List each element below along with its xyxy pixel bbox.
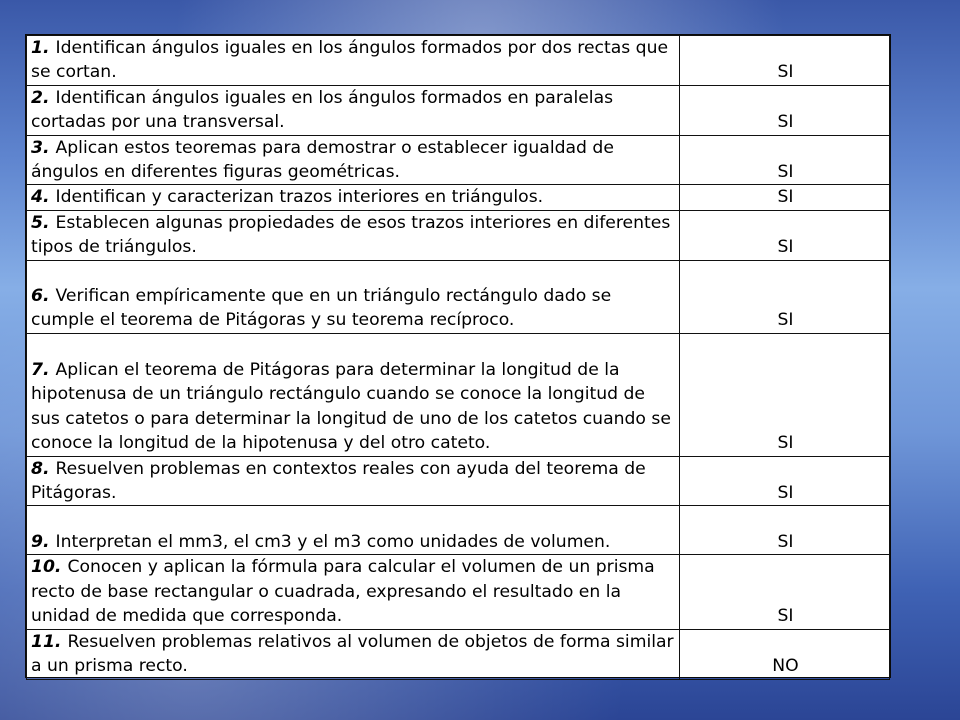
table-row [27, 135, 890, 185]
criterion-number: 7. [31, 360, 50, 381]
criterion-number: 9. [31, 532, 50, 553]
criterion-number: 10. [31, 557, 62, 578]
criterion-cell [27, 629, 680, 679]
table-row [27, 629, 890, 679]
criterion-number: 5. [31, 212, 50, 233]
answer-cell: SI [680, 210, 890, 260]
answer-cell: SI [680, 260, 890, 333]
criterion-number: 11. [31, 631, 62, 652]
criterion-text: Conocen y aplican la fórmula para calcular el volumen de un prisma recto de base rectangular o cuadrada, expresando el resultado en la unidad de medida que corresponda. [31, 557, 655, 627]
criterion-text: Resuelven problemas relativos al volumen de objetos de forma similar a un prisma recto. [31, 631, 674, 677]
criteria-table [26, 35, 890, 680]
criterion-cell [27, 260, 680, 333]
criterion-text: Identifican y caracterizan trazos interiores en triángulos. [55, 187, 544, 208]
criterion-cell [27, 333, 680, 456]
answer-cell: SI [680, 333, 890, 456]
criteria-table-panel [26, 35, 890, 677]
criterion-text: Aplican el teorema de Pitágoras para determinar la longitud de la hipotenusa de un triángulo rectángulo cuando se conoce la longitud de sus catetos o para determinar la longitud de uno de los catetos cuando se conoce la longitud de la hipotenusa y del otro cateto. [31, 360, 671, 454]
answer-cell: SI [680, 185, 890, 210]
criterion-text: Identifican ángulos iguales en los ángulos formados en paralelas cortadas por una transversal. [31, 87, 614, 133]
table-row [27, 333, 890, 456]
answer-cell: SI [680, 135, 890, 185]
criterion-number: 4. [31, 187, 50, 208]
answer-cell: SI [680, 36, 890, 86]
table-row [27, 506, 890, 555]
criterion-cell [27, 456, 680, 506]
criterion-cell [27, 135, 680, 185]
criterion-cell [27, 36, 680, 86]
criterion-cell [27, 555, 680, 629]
criterion-text: Aplican estos teoremas para demostrar o establecer igualdad de ángulos en diferentes figuras geométricas. [31, 137, 614, 183]
answer-cell: NO [680, 629, 890, 679]
answer-cell: SI [680, 456, 890, 506]
criterion-text: Interpretan el mm3, el cm3 y el m3 como unidades de volumen. [55, 532, 611, 553]
table-row [27, 260, 890, 333]
criterion-text: Resuelven problemas en contextos reales con ayuda del teorema de Pitágoras. [31, 458, 646, 504]
answer-cell: SI [680, 506, 890, 555]
criterion-number: 3. [31, 137, 50, 158]
table-row [27, 85, 890, 135]
criterion-number: 6. [31, 285, 50, 306]
answer-cell: SI [680, 555, 890, 629]
table-row [27, 456, 890, 506]
table-row [27, 36, 890, 86]
answer-cell: SI [680, 85, 890, 135]
criterion-number: 1. [31, 38, 50, 58]
criterion-cell [27, 85, 680, 135]
criterion-text: Verifican empíricamente que en un triángulo rectángulo dado se cumple el teorema de Pitágoras y su teorema recíproco. [31, 285, 612, 331]
criterion-cell [27, 210, 680, 260]
table-row [27, 210, 890, 260]
criterion-text: Establecen algunas propiedades de esos trazos interiores en diferentes tipos de triángulos. [31, 212, 671, 258]
table-row [27, 555, 890, 629]
criterion-number: 2. [31, 87, 50, 108]
criterion-text: Identifican ángulos iguales en los ángulos formados por dos rectas que se cortan. [31, 38, 669, 83]
criterion-cell [27, 506, 680, 555]
criterion-number: 8. [31, 458, 50, 479]
criterion-cell [27, 185, 680, 210]
table-row [27, 185, 890, 210]
